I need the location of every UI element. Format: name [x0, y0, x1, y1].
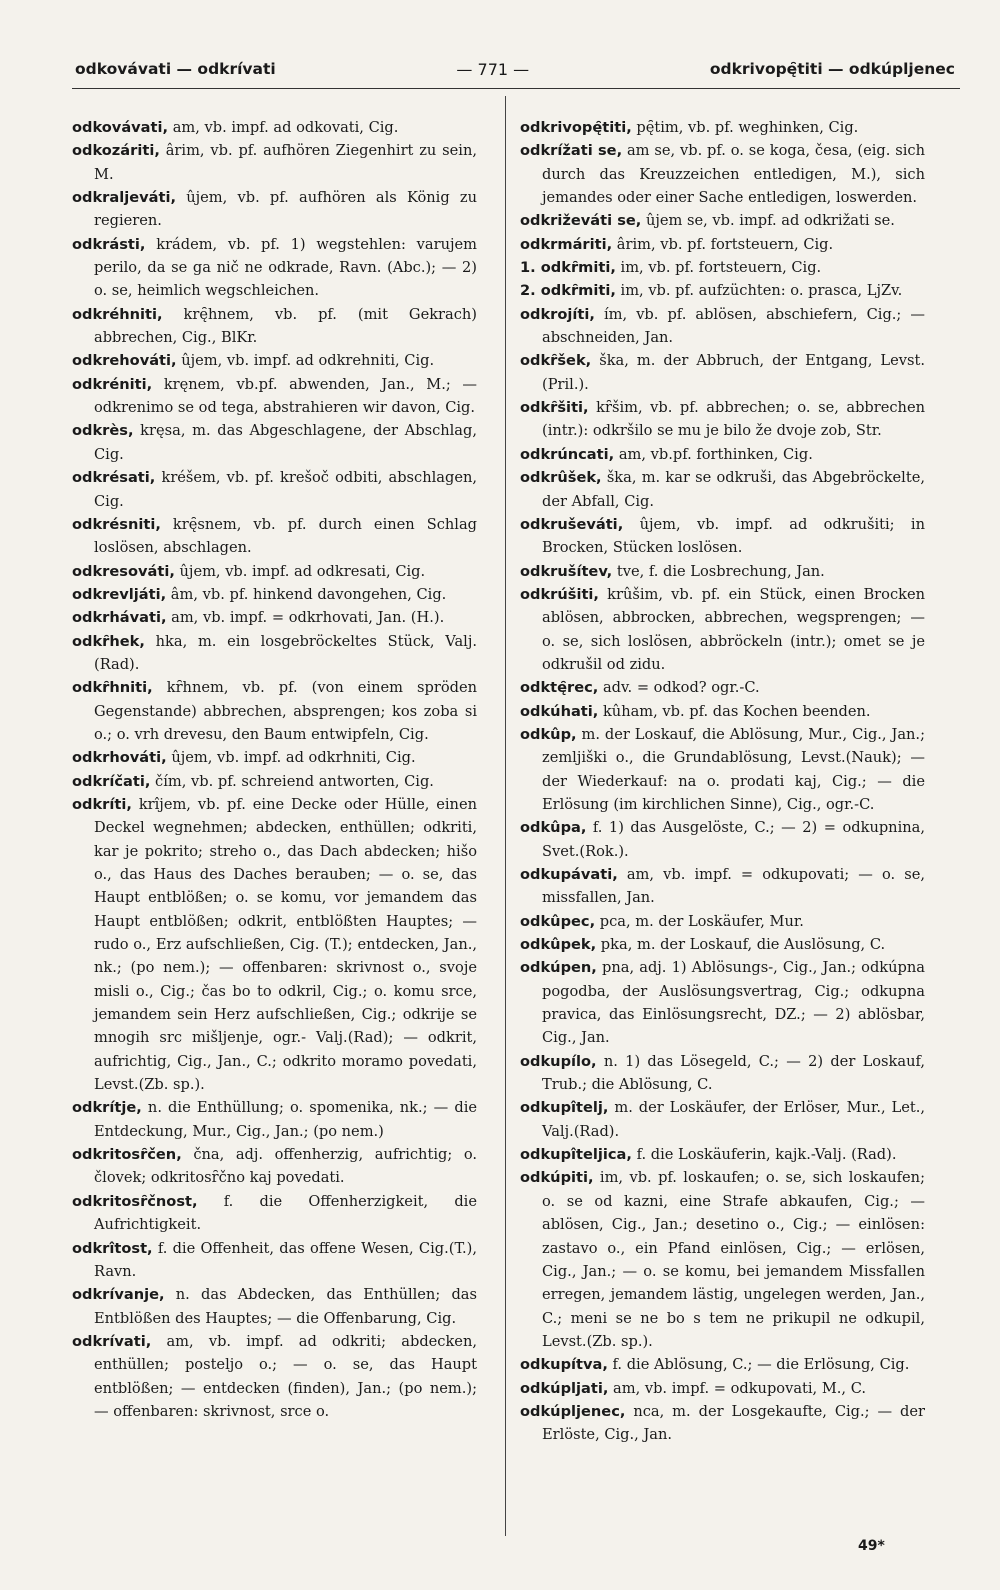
entry-headword: odkriževáti se,: [520, 212, 642, 230]
dictionary-entry: [520, 209, 925, 232]
entry-headword: odkupîtelj,: [520, 1099, 609, 1117]
dictionary-entry: [520, 116, 925, 139]
entry-definition: ím, vb. pf. ablösen, abschiefern, Cig.; — abschneiden, Jan.: [542, 305, 925, 347]
dictionary-entry: [520, 443, 925, 466]
entry-definition: m. der Loskäufer, der Erlöser, Mur., Let., Valj.(Rad).: [542, 1099, 925, 1140]
dictionary-entry: [520, 1050, 925, 1097]
entry-headword: odkupîteljica,: [520, 1146, 632, 1164]
entry-headword: odkrhávati,: [72, 609, 167, 627]
signature-mark: 49*: [858, 1538, 885, 1554]
entry-definition: kȓhnem, vb. pf. (von einem spröden Gegenstande) abbrechen, absprengen; kos zoba si o.; o. vrh drevesu, den Baum entwipfeln, Cig.: [94, 679, 477, 743]
entry-definition: ârim, vb. pf. fortsteuern, Cig.: [612, 235, 834, 253]
entry-headword: odkrúšiti,: [520, 585, 599, 603]
dictionary-entry: [72, 186, 477, 233]
entry-definition: im, vb. pf. aufzüchten: o. prasca, LjZv.: [615, 282, 903, 300]
dictionary-entry: [520, 513, 925, 560]
entry-definition: ûjem, vb. impf. ad odkrušiti; in Brocken, Stücken loslösen.: [542, 515, 925, 557]
dictionary-entry: [520, 466, 925, 513]
entry-headword: odkruševáti,: [520, 515, 624, 533]
entry-definition: krę̑hnem, vb. pf. (mit Gekrach) abbrechen, Cig., BlKr.: [94, 305, 477, 347]
entry-headword: odkȓhniti,: [72, 679, 153, 697]
entry-headword: odkrevljáti,: [72, 585, 167, 603]
dictionary-entry: [520, 1096, 925, 1143]
entry-definition: n. 1) das Lösegeld, C.; — 2) der Loskauf, Trub.; die Ablösung, C.: [542, 1052, 925, 1094]
dictionary-entry: [72, 303, 477, 350]
dictionary-entry: [520, 583, 925, 676]
entry-definition: kréšem, vb. pf. krešoč odbiti, abschlagen, Cig.: [94, 469, 477, 510]
entry-definition: ška, m. der Abbruch, der Entgang, Levst.(Pril.).: [542, 352, 925, 393]
entry-headword: odkrivopę̑titi,: [520, 119, 632, 136]
entry-definition: ûjem, vb. impf. ad odkresati, Cig.: [174, 562, 426, 580]
entry-headword: odkrásti,: [72, 235, 146, 253]
entry-definition: krûšim, vb. pf. ein Stück, einen Brocken ablösen, abbrocken, abbrechen, wegsprengen; — o. se, sich loslösen, abbröckeln (intr.); omet se je odkrušil od zidu.: [542, 585, 925, 673]
entry-definition: pna, adj. 1) Ablösungs-, Cig., Jan.; odkúpna pogodba, der Auslösungsvertrag, Cig.; odkupna pravica, das Einlösungsrecht, DZ.; — 2) ablösbar, Cig., Jan.: [542, 959, 925, 1047]
entry-headword: odkrhováti,: [72, 749, 167, 767]
entry-headword: odkrésniti,: [72, 515, 161, 533]
dictionary-entry: [520, 279, 925, 302]
entry-definition: am, vb. impf. = odkupovati; — o. se, missfallen, Jan.: [542, 866, 925, 907]
entry-headword: odkupílo,: [520, 1052, 597, 1070]
entry-headword: odkupávati,: [520, 866, 618, 883]
dictionary-entry: [72, 1096, 477, 1143]
dictionary-entry: [72, 606, 477, 629]
entry-definition: kȓšim, vb. pf. abbrechen; o. se, abbrechen (intr.): odkršilo se mu je bilo že dvoje zob, Str.: [542, 399, 925, 440]
dictionary-entry: [520, 816, 925, 863]
dictionary-entry: [72, 349, 477, 372]
entry-headword: odkúhati,: [520, 702, 599, 720]
entry-headword: odkúpljati,: [520, 1379, 609, 1397]
dictionary-entry: [520, 1400, 925, 1447]
entry-definition: f. 1) das Ausgelöste, C.; — 2) = odkupnina, Svet.(Rok.).: [542, 819, 925, 860]
entry-headword: odkrušítev,: [520, 562, 613, 580]
entry-headword: odkrížati se,: [520, 142, 623, 160]
dictionary-entry: [520, 139, 925, 209]
dictionary-entry: [72, 630, 477, 677]
entry-definition: pka, m. der Loskauf, die Auslösung, C.: [596, 936, 886, 954]
entry-headword: odkovávati,: [72, 119, 169, 136]
dictionary-entry: [520, 1377, 925, 1400]
dictionary-entry: [520, 1353, 925, 1376]
dictionary-entry: [72, 1237, 477, 1284]
entry-headword: odkrúncati,: [520, 445, 615, 463]
entry-definition: am, vb. impf. ad odkovati, Cig.: [168, 119, 399, 136]
entry-headword: odkúpiti,: [520, 1169, 594, 1187]
entry-definition: ûjem, vb. impf. ad odkrehniti, Cig.: [176, 352, 435, 370]
dictionary-entry: [72, 1190, 477, 1237]
dictionary-entry: [520, 396, 925, 443]
entry-definition: m. der Loskauf, die Ablösung, Mur., Cig., Jan.; zemljiški o., die Grundablösung, Levst.(Nauk); — der Wiederkauf: na o. prodati kaj, Cig.; — die Erlösung (im kirchlichen Sinne), Cig., ogr.-C.: [542, 725, 925, 813]
entry-headword: odkúpljenec,: [520, 1402, 626, 1420]
dictionary-entry: [520, 1166, 925, 1353]
dictionary-entry: [72, 746, 477, 769]
entry-headword: odkrojíti,: [520, 305, 595, 323]
entry-headword: odkȓšiti,: [520, 399, 589, 417]
entry-headword: odkritosȓčen,: [72, 1146, 182, 1164]
entry-definition: im, vb. pf. fortsteuern, Cig.: [615, 259, 822, 277]
entry-definition: ârim, vb. pf. aufhören Ziegenhirt zu sein, M.: [94, 142, 477, 183]
entry-definition: pca, m. der Loskäufer, Mur.: [595, 912, 804, 930]
entry-definition: nca, m. der Losgekaufte, Cig.; — der Erlöste, Cig., Jan.: [542, 1402, 925, 1444]
dictionary-entry: [520, 700, 925, 723]
dictionary-entry: [72, 233, 477, 303]
page-number: — 771 —: [456, 59, 530, 79]
entry-definition: f. die Loskäuferin, kajk.-Valj. (Rad).: [631, 1146, 897, 1164]
entry-definition: am, vb.pf. forthinken, Cig.: [614, 445, 813, 463]
entry-headword: odkrívati,: [72, 1332, 152, 1350]
entry-definition: ška, m. kar se odkruši, das Abgebröckelte, der Abfall, Cig.: [542, 469, 925, 510]
entry-definition: krádem, vb. pf. 1) wegstehlen: varujem perilo, da se ga nič ne odkrade, Ravn. (Abc.); — 2) o. se, heimlich wegschleichen.: [94, 235, 477, 300]
entry-headword: odkréniti,: [72, 375, 153, 393]
running-header: [75, 56, 955, 82]
entry-definition: âm, vb. pf. hinkend davongehen, Cig.: [166, 585, 447, 603]
entry-headword: odkraljeváti,: [72, 189, 177, 207]
dictionary-entry: [72, 1330, 477, 1423]
dictionary-entry: [72, 373, 477, 420]
dictionary-entry: [520, 863, 925, 910]
header-right: odkrivopę̑titi — odkúpljenec: [709, 60, 955, 78]
entry-headword: odkûpa,: [520, 819, 587, 837]
entry-headword: odkȓšek,: [520, 352, 592, 370]
dictionary-entry: [72, 770, 477, 793]
dictionary-entry: [72, 1143, 477, 1190]
dictionary-entry: [520, 676, 925, 699]
entry-headword: odkrîtost,: [72, 1239, 153, 1257]
entry-headword: 2. odkȓmiti,: [520, 282, 616, 300]
entry-definition: n. das Abdecken, das Enthüllen; das Entblößen des Hauptes; — die Offenbarung, Cig.: [94, 1286, 477, 1327]
dictionary-entry: [520, 349, 925, 396]
dictionary-entry: [520, 1143, 925, 1166]
entry-definition: krîjem, vb. pf. eine Decke oder Hülle, einen Deckel wegnehmen; abdecken, enthüllen; odkriti, kar je pokrito; streho o., das Dach abdecken; hišo o., das Haus des Daches berauben; — o. se, das Haupt entblößen; o. se komu, vor jemandem das Haupt entblößen; odkrit, entblößten Hauptes; — rudo o., Erz aufschließen, Cig. (T.); entdecken, Jan., nk.; (po nem.); — offenbaren: skrivnost o., svoje misli o., Cig.; čas bo to odkril, Cig.; o. komu srce, jemandem sein Herz aufschließen, Cig.; odkrije se mnogih src mišljenje, ogr.- Valj.(Rad); — odkrit, aufrichtig, Cig., Jan., C.; odkrito moramo povedati, Levst.(Zb. sp.).: [94, 795, 477, 1094]
entry-headword: odkríčati,: [72, 772, 151, 790]
entry-headword: 1. odkȓmiti,: [520, 259, 616, 277]
entry-headword: odkréhniti,: [72, 305, 163, 323]
dictionary-entry: [72, 793, 477, 1096]
entry-headword: odkresováti,: [72, 562, 175, 580]
entry-definition: im, vb. pf. loskaufen; o. se, sich loskaufen; o. se od kazni, eine Strafe abkaufen, Cig.; — ablösen, Cig., Jan.; desetino o., Cig.; — einlösen: zastavo o., ein Pfand einlösen, Cig.; — erlösen, Cig., Jan.; — o. se komu, bei jemandem Missfallen erregen, jemandem lästig, ungelegen werden, Jan., C.; meni se ne bo s tem ne prikupil ne odkupil, Levst.(Zb. sp.).: [542, 1169, 925, 1350]
entry-headword: odkrmáriti,: [520, 235, 613, 253]
dictionary-entry: [72, 139, 477, 186]
entry-definition: pę̑tim, vb. pf. weghinken, Cig.: [631, 119, 859, 136]
entry-headword: odkrívanje,: [72, 1286, 165, 1304]
entry-definition: f. die Offenherzigkeit, die Aufrichtigkeit.: [94, 1192, 477, 1234]
entry-definition: čna, adj. offenherzig, aufrichtig; o. človek; odkritosȓčno kaj povedati.: [94, 1146, 477, 1187]
entry-headword: odkúpen,: [520, 959, 597, 977]
entry-definition: am, vb. impf. = odkupovati, M., C.: [608, 1379, 866, 1397]
entry-definition: ûjem se, vb. impf. ad odkrižati se.: [641, 212, 895, 230]
entry-definition: kręnem, vb.pf. abwenden, Jan., M.; — odkrenimo se od tega, abstrahieren wir davon, Cig.: [94, 375, 477, 417]
entry-definition: am, vb. impf. = odkrhovati, Jan. (H.).: [166, 609, 445, 627]
dictionary-entry: [72, 466, 477, 513]
entry-headword: odkritosȓčnost,: [72, 1192, 198, 1210]
dictionary-entry: [520, 956, 925, 1049]
dictionary-entry: [72, 1283, 477, 1330]
dictionary-entry: [520, 560, 925, 583]
dictionary-entry: [520, 233, 925, 256]
entry-headword: odkûpek,: [520, 936, 597, 954]
entry-headword: odkrítje,: [72, 1099, 142, 1117]
dictionary-entry: [72, 513, 477, 560]
entry-headword: odkupítva,: [520, 1356, 608, 1374]
entry-definition: kręsa, m. das Abgeschlagene, der Abschlag, Cig.: [94, 422, 477, 463]
entry-definition: am, vb. impf. ad odkriti; abdecken, enthüllen; posteljo o.; — o. se, das Haupt entblößen; — entdecken (finden), Jan.; (po nem.); — offenbaren: skrivnost, srce o.: [94, 1332, 477, 1420]
header-left: odkovávati — odkrívati: [75, 60, 276, 78]
dictionary-entry: [520, 933, 925, 956]
entry-headword: odkrès,: [72, 422, 134, 440]
header-rule: [72, 88, 960, 89]
entry-definition: čím, vb. pf. schreiend antworten, Cig.: [150, 772, 434, 790]
dictionary-entry: [72, 676, 477, 746]
entry-definition: f. die Offenheit, das offene Wesen, Cig.(T.), Ravn.: [94, 1239, 477, 1280]
entry-definition: ûjem, vb. impf. ad odkrhniti, Cig.: [166, 749, 416, 767]
entry-definition: tve, f. die Losbrechung, Jan.: [612, 562, 825, 580]
dictionary-entry: [72, 419, 477, 466]
entry-definition: adv. = odkod? ogr.-C.: [598, 679, 760, 697]
dictionary-entry: [72, 560, 477, 583]
dictionary-entry: [72, 583, 477, 606]
entry-definition: ûjem, vb. pf. aufhören als König zu regieren.: [94, 189, 477, 230]
entry-definition: krę̑snem, vb. pf. durch einen Schlag loslösen, abschlagen.: [94, 515, 477, 557]
entry-headword: odkrehováti,: [72, 352, 177, 370]
dictionary-entry: [520, 910, 925, 933]
right-column: [520, 116, 925, 1447]
entry-definition: n. die Enthüllung; o. spomenika, nk.; — die Entdeckung, Mur., Cig., Jan.; (po nem.): [94, 1099, 477, 1140]
entry-headword: odkríti,: [72, 795, 132, 813]
entry-headword: odkûp,: [520, 725, 577, 743]
entry-headword: odktę̑rec,: [520, 679, 599, 697]
column-divider: [505, 96, 506, 1536]
dictionary-entry: [520, 256, 925, 279]
dictionary-entry: [520, 723, 925, 816]
dictionary-entry: [72, 116, 477, 139]
entry-definition: am se, vb. pf. o. se koga, česa, (eig. sich durch das Kreuzzeichen entledigen, M.), sich jemandes oder einer Sache entledigen, loswerden.: [542, 142, 925, 207]
entry-definition: hka, m. ein losgebröckeltes Stück, Valj.(Rad).: [94, 632, 477, 673]
entry-headword: odkrûšek,: [520, 469, 602, 487]
entry-headword: odkozáriti,: [72, 142, 160, 160]
entry-headword: odkȓhek,: [72, 632, 145, 650]
entry-headword: odkrésati,: [72, 469, 156, 487]
entry-definition: kûham, vb. pf. das Kochen beenden.: [598, 702, 871, 720]
entry-definition: f. die Ablösung, C.; — die Erlösung, Cig.: [607, 1356, 910, 1374]
left-column: [72, 116, 477, 1423]
entry-headword: odkûpec,: [520, 912, 596, 930]
dictionary-entry: [520, 303, 925, 350]
